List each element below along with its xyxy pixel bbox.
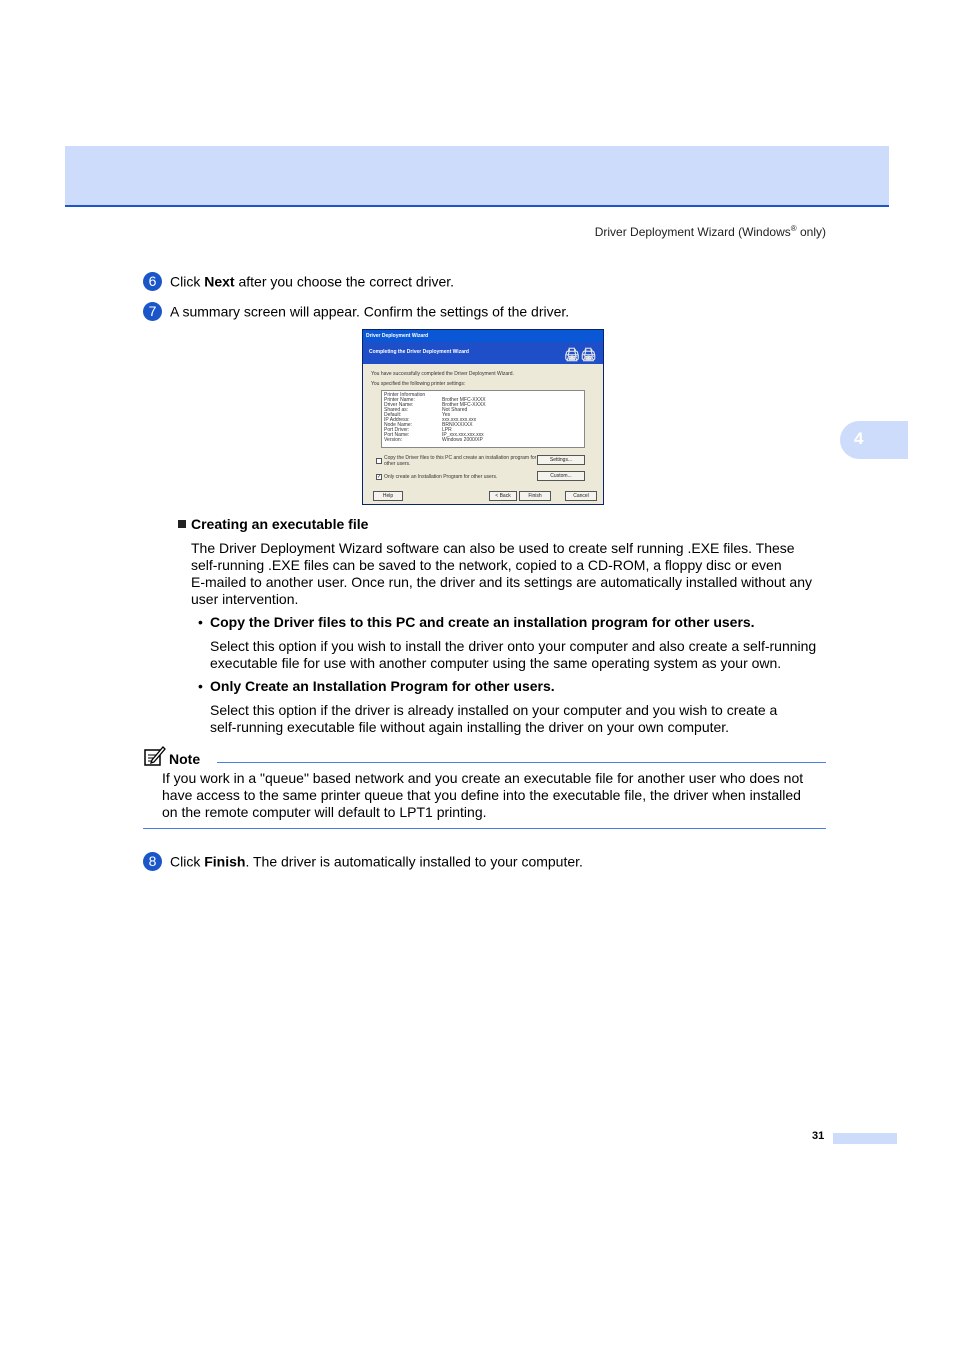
step-number: 8 [143,852,162,871]
page-number: 31 [812,1130,825,1142]
step-8 [143,852,583,871]
settings-row: Version: Windows 2000/XP [384,437,483,443]
back-button[interactable]: < Back [489,491,517,501]
copy-driver-option-label: Copy the Driver files to this PC and create an installation program for other users. [384,455,537,467]
printer-settings-list [381,390,585,448]
settings-row: Driver Name: Brother MFC-XXXX [384,402,486,408]
running-head: Driver Deployment Wizard (Windows® only) [594,224,826,239]
square-bullet-icon [178,520,186,528]
only-create-checkbox[interactable]: ✓ [377,474,382,480]
settings-row: Printer Information [384,392,426,398]
copy-driver-checkbox[interactable] [376,458,382,464]
printer-icon: 🖨🖨 [563,347,597,362]
step-text: Click Finish. The driver is automatically installed to your computer. [170,853,583,870]
section-heading: Creating an executable file [178,516,368,532]
settings-row: Default: Yes [384,412,451,418]
cancel-button[interactable]: Cancel [565,491,597,501]
only-create-option-label: Only create an Installation Program for other users. [384,474,498,480]
settings-row: Port Driver: LPR [384,427,452,433]
settings-row: Shared as: Not Shared [384,407,468,413]
wizard-line-completed: You have successfully completed the Driver Deployment Wizard. [371,371,514,377]
settings-row: Printer Name: Brother MFC-XXXX [384,397,486,403]
note-top-rule [217,762,826,763]
section-intro: The Driver Deployment Wizard software can also be used to create self running .EXE files. These self-running .EXE files can be saved to the network, copied to a CD-ROM, a floppy disc or even E-mailed to another user. Once run, the driver and its settings are automatically installed without any user intervention. [191,540,812,607]
bullet-only-create-text: Select this option if the driver is already installed on your computer and you wish to create a self-running executable file without again installing the driver on your own computer. [210,702,778,735]
settings-row: IP Address: xxx.xxx.xxx.xxx [384,417,477,423]
page-number-tab [833,1133,897,1144]
chapter-number: 4 [854,429,864,448]
help-button[interactable]: Help [373,491,403,501]
step-text: Click Next after you choose the correct driver. [170,273,455,290]
bullet-only-create-heading: • Only Create an Installation Program for other users. [198,678,555,694]
wizard-banner: Completing the Driver Deployment Wizard 🖨🖨 [363,342,603,364]
header-rule [65,205,889,207]
header-band [65,146,889,206]
note-text: If you work in a "queue" based network and you create an executable file for another user who does not have access to the same printer queue that you define into the executable file, the driver when installed on the remote computer will default to LPT1 printing. [162,770,804,820]
step-number: 7 [143,302,162,321]
note-bottom-rule [143,828,826,829]
note-pencil-icon [144,745,166,767]
step-number: 6 [143,272,162,291]
wizard-line-settings: You specified the following printer settings: [371,381,466,387]
settings-row: Node Name: BRNXXXXXX [384,422,473,428]
bullet-copy-driver-heading: • Copy the Driver files to this PC and create an installation program for other users. [198,614,755,630]
custom-button[interactable]: Custom... [537,471,585,481]
wizard-title-bar: Driver Deployment Wizard [363,330,603,342]
settings-button[interactable]: Settings... [537,455,585,465]
step-text: A summary screen will appear. Confirm the settings of the driver. [170,303,570,320]
step-7 [143,302,569,321]
bullet-copy-driver-text: Select this option if you wish to install the driver onto your computer and also create a self-running executable file for use with another computer using the same operating system as your own. [210,638,817,671]
settings-row: Port Name: IP_xxx.xxx.xxx.xxx [384,432,484,438]
wizard-screenshot [362,329,604,505]
step-6 [143,272,454,291]
note-label: Note [169,751,201,767]
chapter-tab [840,421,908,459]
finish-button[interactable]: Finish [519,491,551,501]
